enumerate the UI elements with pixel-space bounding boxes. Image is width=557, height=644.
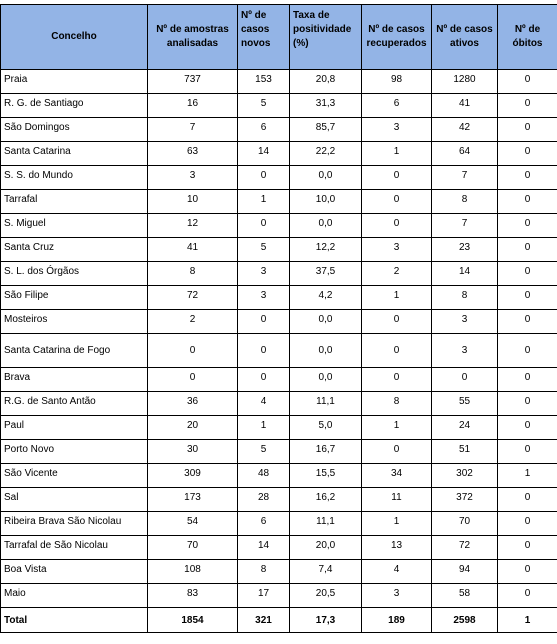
cell-active: 3 bbox=[432, 334, 498, 368]
cell-recovered: 8 bbox=[362, 392, 432, 416]
total-cell-concelho: Total bbox=[1, 608, 148, 633]
cell-new-cases: 14 bbox=[238, 142, 290, 166]
header-samples: Nº de amostras analisadas bbox=[148, 5, 238, 70]
cell-recovered: 98 bbox=[362, 70, 432, 94]
cell-recovered: 3 bbox=[362, 584, 432, 608]
table-row bbox=[1, 166, 557, 190]
cell-concelho: Porto Novo bbox=[1, 440, 148, 464]
cell-positivity-rate: 85,7 bbox=[290, 118, 362, 142]
cell-concelho: Tarrafal bbox=[1, 190, 148, 214]
cell-recovered: 0 bbox=[362, 440, 432, 464]
header-new-cases: Nº de casos novos bbox=[238, 5, 290, 70]
cell-new-cases: 0 bbox=[238, 310, 290, 334]
cell-concelho: S. L. dos Órgãos bbox=[1, 262, 148, 286]
cell-concelho: S. Miguel bbox=[1, 214, 148, 238]
cell-new-cases: 5 bbox=[238, 238, 290, 262]
cell-concelho: São Filipe bbox=[1, 286, 148, 310]
cell-new-cases: 1 bbox=[238, 416, 290, 440]
table-row bbox=[1, 536, 557, 560]
cell-positivity-rate: 12,2 bbox=[290, 238, 362, 262]
cell-new-cases: 0 bbox=[238, 334, 290, 368]
cell-samples: 737 bbox=[148, 70, 238, 94]
cell-positivity-rate: 11,1 bbox=[290, 392, 362, 416]
cell-recovered: 3 bbox=[362, 118, 432, 142]
total-cell-deaths: 1 bbox=[498, 608, 557, 633]
cell-recovered: 3 bbox=[362, 238, 432, 262]
cell-new-cases: 0 bbox=[238, 368, 290, 392]
cell-active: 8 bbox=[432, 286, 498, 310]
cell-recovered: 1 bbox=[362, 286, 432, 310]
cell-new-cases: 17 bbox=[238, 584, 290, 608]
cell-deaths: 0 bbox=[498, 512, 557, 536]
table-row bbox=[1, 310, 557, 334]
cell-deaths: 0 bbox=[498, 584, 557, 608]
cell-concelho: Santa Catarina de Fogo bbox=[1, 334, 148, 368]
cell-recovered: 13 bbox=[362, 536, 432, 560]
table-row bbox=[1, 118, 557, 142]
cell-positivity-rate: 0,0 bbox=[290, 310, 362, 334]
cell-samples: 173 bbox=[148, 488, 238, 512]
cell-recovered: 11 bbox=[362, 488, 432, 512]
cell-recovered: 1 bbox=[362, 512, 432, 536]
cell-recovered: 0 bbox=[362, 166, 432, 190]
cell-new-cases: 6 bbox=[238, 512, 290, 536]
cell-new-cases: 3 bbox=[238, 262, 290, 286]
cell-positivity-rate: 16,2 bbox=[290, 488, 362, 512]
cell-samples: 16 bbox=[148, 94, 238, 118]
total-row bbox=[1, 608, 557, 633]
cell-concelho: Praia bbox=[1, 70, 148, 94]
cell-deaths: 0 bbox=[498, 392, 557, 416]
cell-samples: 2 bbox=[148, 310, 238, 334]
cell-deaths: 0 bbox=[498, 94, 557, 118]
table-row bbox=[1, 286, 557, 310]
cell-positivity-rate: 0,0 bbox=[290, 368, 362, 392]
cell-active: 3 bbox=[432, 310, 498, 334]
cell-new-cases: 6 bbox=[238, 118, 290, 142]
cell-deaths: 0 bbox=[498, 142, 557, 166]
cell-samples: 30 bbox=[148, 440, 238, 464]
table-row bbox=[1, 584, 557, 608]
cell-deaths: 0 bbox=[498, 70, 557, 94]
cell-concelho: Santa Cruz bbox=[1, 238, 148, 262]
cell-new-cases: 5 bbox=[238, 440, 290, 464]
cell-deaths: 0 bbox=[498, 118, 557, 142]
cell-positivity-rate: 11,1 bbox=[290, 512, 362, 536]
cell-active: 7 bbox=[432, 214, 498, 238]
cell-new-cases: 1 bbox=[238, 190, 290, 214]
table-body bbox=[1, 70, 557, 633]
table-row bbox=[1, 214, 557, 238]
cell-samples: 0 bbox=[148, 334, 238, 368]
cell-new-cases: 153 bbox=[238, 70, 290, 94]
cell-recovered: 1 bbox=[362, 142, 432, 166]
cell-deaths: 0 bbox=[498, 310, 557, 334]
table-row bbox=[1, 464, 557, 488]
cell-recovered: 0 bbox=[362, 214, 432, 238]
cell-deaths: 0 bbox=[498, 368, 557, 392]
total-cell-samples: 1854 bbox=[148, 608, 238, 633]
cell-recovered: 6 bbox=[362, 94, 432, 118]
cell-positivity-rate: 20,5 bbox=[290, 584, 362, 608]
cell-samples: 70 bbox=[148, 536, 238, 560]
cell-deaths: 1 bbox=[498, 464, 557, 488]
cell-concelho: S. S. do Mundo bbox=[1, 166, 148, 190]
cell-positivity-rate: 5,0 bbox=[290, 416, 362, 440]
cell-deaths: 0 bbox=[498, 334, 557, 368]
cell-deaths: 0 bbox=[498, 488, 557, 512]
cell-samples: 12 bbox=[148, 214, 238, 238]
cell-positivity-rate: 0,0 bbox=[290, 334, 362, 368]
cell-active: 51 bbox=[432, 440, 498, 464]
cell-samples: 54 bbox=[148, 512, 238, 536]
cell-recovered: 0 bbox=[362, 310, 432, 334]
cell-concelho: R.G. de Santo Antão bbox=[1, 392, 148, 416]
cell-recovered: 4 bbox=[362, 560, 432, 584]
cell-samples: 41 bbox=[148, 238, 238, 262]
cell-deaths: 0 bbox=[498, 166, 557, 190]
cell-positivity-rate: 31,3 bbox=[290, 94, 362, 118]
cell-concelho: Brava bbox=[1, 368, 148, 392]
cell-deaths: 0 bbox=[498, 214, 557, 238]
header-recovered: Nº de casos recuperados bbox=[362, 5, 432, 70]
cell-deaths: 0 bbox=[498, 190, 557, 214]
cell-samples: 0 bbox=[148, 368, 238, 392]
cell-deaths: 0 bbox=[498, 416, 557, 440]
cell-concelho: Maio bbox=[1, 584, 148, 608]
cell-recovered: 0 bbox=[362, 334, 432, 368]
cell-samples: 63 bbox=[148, 142, 238, 166]
cell-new-cases: 0 bbox=[238, 166, 290, 190]
cell-positivity-rate: 16,7 bbox=[290, 440, 362, 464]
cell-active: 70 bbox=[432, 512, 498, 536]
cell-deaths: 0 bbox=[498, 286, 557, 310]
table-row bbox=[1, 512, 557, 536]
table-row bbox=[1, 368, 557, 392]
cell-samples: 8 bbox=[148, 262, 238, 286]
cell-concelho: São Vicente bbox=[1, 464, 148, 488]
cell-new-cases: 48 bbox=[238, 464, 290, 488]
cell-recovered: 1 bbox=[362, 416, 432, 440]
cell-active: 64 bbox=[432, 142, 498, 166]
cell-active: 42 bbox=[432, 118, 498, 142]
table-row bbox=[1, 334, 557, 368]
cell-concelho: Ribeira Brava São Nicolau bbox=[1, 512, 148, 536]
cell-active: 7 bbox=[432, 166, 498, 190]
cell-active: 14 bbox=[432, 262, 498, 286]
cell-recovered: 0 bbox=[362, 190, 432, 214]
cell-recovered: 34 bbox=[362, 464, 432, 488]
cell-samples: 3 bbox=[148, 166, 238, 190]
cell-active: 94 bbox=[432, 560, 498, 584]
cell-active: 23 bbox=[432, 238, 498, 262]
cell-deaths: 0 bbox=[498, 536, 557, 560]
covid-report-table bbox=[0, 4, 557, 633]
cell-samples: 10 bbox=[148, 190, 238, 214]
cell-positivity-rate: 0,0 bbox=[290, 166, 362, 190]
table-row bbox=[1, 190, 557, 214]
cell-positivity-rate: 22,2 bbox=[290, 142, 362, 166]
cell-concelho: Mosteiros bbox=[1, 310, 148, 334]
total-cell-recovered: 189 bbox=[362, 608, 432, 633]
cell-samples: 72 bbox=[148, 286, 238, 310]
cell-deaths: 0 bbox=[498, 238, 557, 262]
table-row bbox=[1, 142, 557, 166]
cell-new-cases: 14 bbox=[238, 536, 290, 560]
cell-positivity-rate: 7,4 bbox=[290, 560, 362, 584]
table-row bbox=[1, 560, 557, 584]
cell-positivity-rate: 10,0 bbox=[290, 190, 362, 214]
cell-new-cases: 28 bbox=[238, 488, 290, 512]
cell-concelho: Boa Vista bbox=[1, 560, 148, 584]
table-row bbox=[1, 238, 557, 262]
cell-active: 0 bbox=[432, 368, 498, 392]
cell-active: 58 bbox=[432, 584, 498, 608]
cell-active: 372 bbox=[432, 488, 498, 512]
cell-active: 1280 bbox=[432, 70, 498, 94]
cell-active: 8 bbox=[432, 190, 498, 214]
cell-deaths: 0 bbox=[498, 440, 557, 464]
cell-positivity-rate: 20,0 bbox=[290, 536, 362, 560]
table-row bbox=[1, 416, 557, 440]
table-row bbox=[1, 94, 557, 118]
header-concelho: Concelho bbox=[1, 5, 148, 70]
cell-deaths: 0 bbox=[498, 262, 557, 286]
cell-concelho: Sal bbox=[1, 488, 148, 512]
cell-concelho: São Domingos bbox=[1, 118, 148, 142]
total-cell-active: 2598 bbox=[432, 608, 498, 633]
cell-new-cases: 5 bbox=[238, 94, 290, 118]
cell-samples: 20 bbox=[148, 416, 238, 440]
cell-samples: 7 bbox=[148, 118, 238, 142]
table-row bbox=[1, 262, 557, 286]
cell-positivity-rate: 4,2 bbox=[290, 286, 362, 310]
cell-active: 55 bbox=[432, 392, 498, 416]
cell-new-cases: 0 bbox=[238, 214, 290, 238]
cell-active: 41 bbox=[432, 94, 498, 118]
cell-positivity-rate: 37,5 bbox=[290, 262, 362, 286]
cell-positivity-rate: 20,8 bbox=[290, 70, 362, 94]
table-row bbox=[1, 70, 557, 94]
cell-positivity-rate: 15,5 bbox=[290, 464, 362, 488]
table-row bbox=[1, 488, 557, 512]
cell-positivity-rate: 0,0 bbox=[290, 214, 362, 238]
cell-active: 302 bbox=[432, 464, 498, 488]
header-row bbox=[1, 5, 557, 70]
header-active: Nº de casos ativos bbox=[432, 5, 498, 70]
cell-active: 24 bbox=[432, 416, 498, 440]
cell-concelho: Paul bbox=[1, 416, 148, 440]
header-deaths: Nº de óbitos bbox=[498, 5, 557, 70]
total-cell-positivity-rate: 17,3 bbox=[290, 608, 362, 633]
cell-samples: 36 bbox=[148, 392, 238, 416]
cell-recovered: 2 bbox=[362, 262, 432, 286]
cell-new-cases: 8 bbox=[238, 560, 290, 584]
cell-concelho: Santa Catarina bbox=[1, 142, 148, 166]
cell-samples: 108 bbox=[148, 560, 238, 584]
cell-recovered: 0 bbox=[362, 368, 432, 392]
cell-active: 72 bbox=[432, 536, 498, 560]
table-row bbox=[1, 440, 557, 464]
cell-deaths: 0 bbox=[498, 560, 557, 584]
cell-samples: 309 bbox=[148, 464, 238, 488]
cell-samples: 83 bbox=[148, 584, 238, 608]
total-cell-new-cases: 321 bbox=[238, 608, 290, 633]
cell-new-cases: 3 bbox=[238, 286, 290, 310]
cell-new-cases: 4 bbox=[238, 392, 290, 416]
header-positivity-rate: Taxa de positividade (%) bbox=[290, 5, 362, 70]
table-row bbox=[1, 392, 557, 416]
cell-concelho: Tarrafal de São Nicolau bbox=[1, 536, 148, 560]
cell-concelho: R. G. de Santiago bbox=[1, 94, 148, 118]
